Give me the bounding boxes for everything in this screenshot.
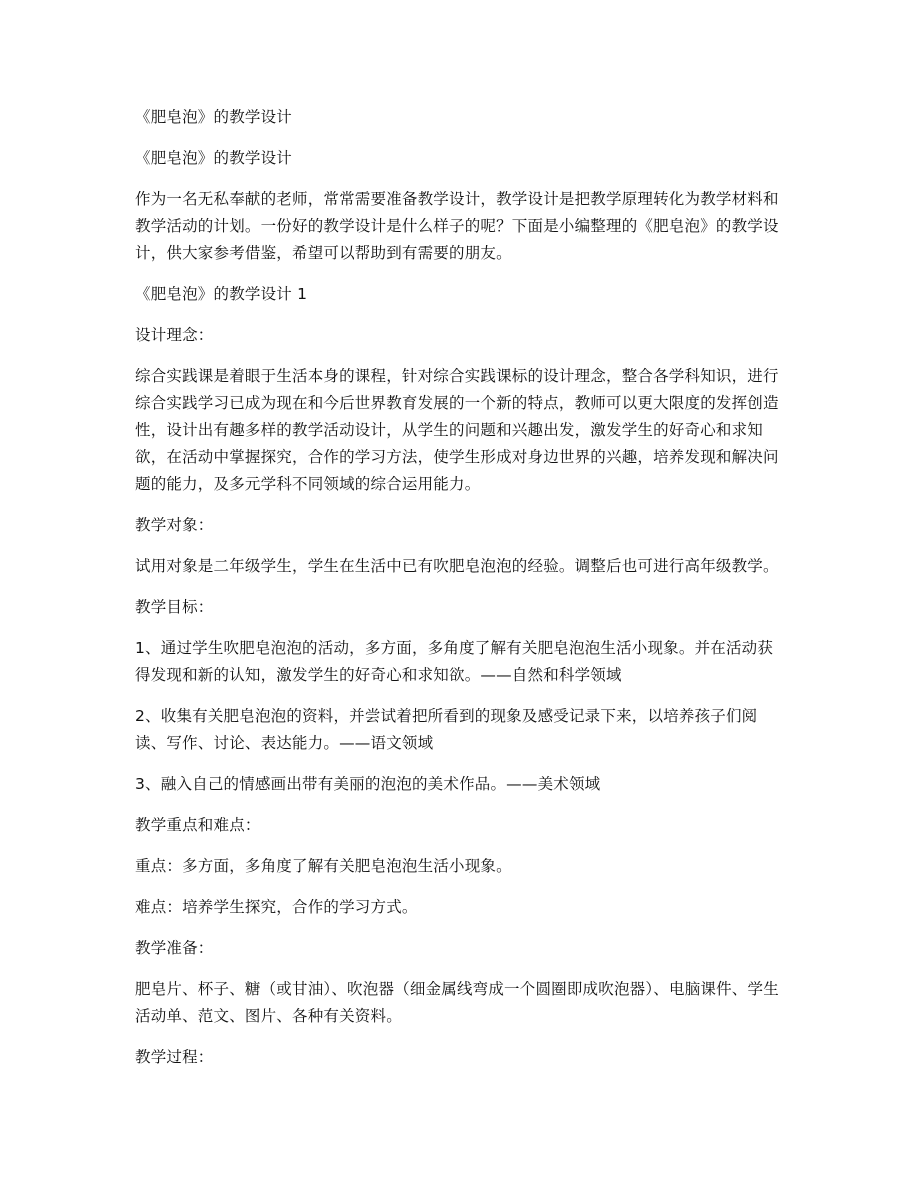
prep-heading: 教学准备： — [135, 939, 214, 957]
goal-item-2: 2、收集有关肥皂泡泡的资料，并尝试着把所看到的现象及感受记录下来，以培养孩子们阅读、写作、讨论、表达能力。——语文领域 — [135, 707, 758, 752]
process-heading: 教学过程： — [135, 1048, 214, 1066]
document-body — [135, 104, 785, 1085]
difficult-point: 难点：培养学生探究，合作的学习方式。 — [135, 898, 418, 916]
document-title: 《肥皂泡》的教学设计 — [135, 108, 293, 126]
object-paragraph: 试用对象是二年级学生，学生在生活中已有吹肥皂泡泡的经验。调整后也可进行高年级教学。 — [135, 557, 779, 575]
key-point: 重点：多方面，多角度了解有关肥皂泡泡生活小现象。 — [135, 857, 512, 875]
goal-item-1: 1、通过学生吹肥皂泡泡的活动，多方面，多角度了解有关肥皂泡泡生活小现象。并在活动获得发现和新的认知，激发学生的好奇心和求知欲。——自然和科学领域 — [135, 639, 774, 684]
intro-paragraph: 作为一名无私奉献的老师，常常需要准备教学设计，教学设计是把教学原理转化为教学材料和教学活动的计划。一份好的教学设计是什么样子的呢？下面是小编整理的《肥皂泡》的教学设计，供大家参考借鉴，希望可以帮助到有需要的朋友。 — [135, 190, 779, 262]
concept-heading: 设计理念： — [135, 326, 214, 344]
prep-paragraph: 肥皂片、杯子、糖（或甘油）、吹泡器（细金属线弯成一个圆圈即成吹泡器）、电脑课件、学生活动单、范文、图片、各种有关资料。 — [135, 980, 779, 1025]
goals-heading: 教学目标： — [135, 598, 214, 616]
object-heading: 教学对象： — [135, 516, 214, 534]
goal-item-3: 3、融入自己的情感画出带有美丽的泡泡的美术作品。——美术领域 — [135, 775, 601, 793]
section-title: 《肥皂泡》的教学设计 1 — [135, 285, 308, 303]
document-subtitle: 《肥皂泡》的教学设计 — [135, 149, 293, 167]
key-heading: 教学重点和难点： — [135, 816, 261, 834]
concept-paragraph: 综合实践课是着眼于生活本身的课程，针对综合实践课标的设计理念，整合各学科知识，进行综合实践学习已成为现在和今后世界教育发展的一个新的特点，教师可以更大限度的发挥创造性，设计出有趣多样的教学活动设计，从学生的问题和兴趣出发，激发学生的好奇心和求知欲，在活动中掌握探究，合作的学习方法，使学生形成对身边世界的兴趣，培养发现和解决问题的能力，及多元学科不同领域的综合运用能力。 — [135, 367, 779, 493]
